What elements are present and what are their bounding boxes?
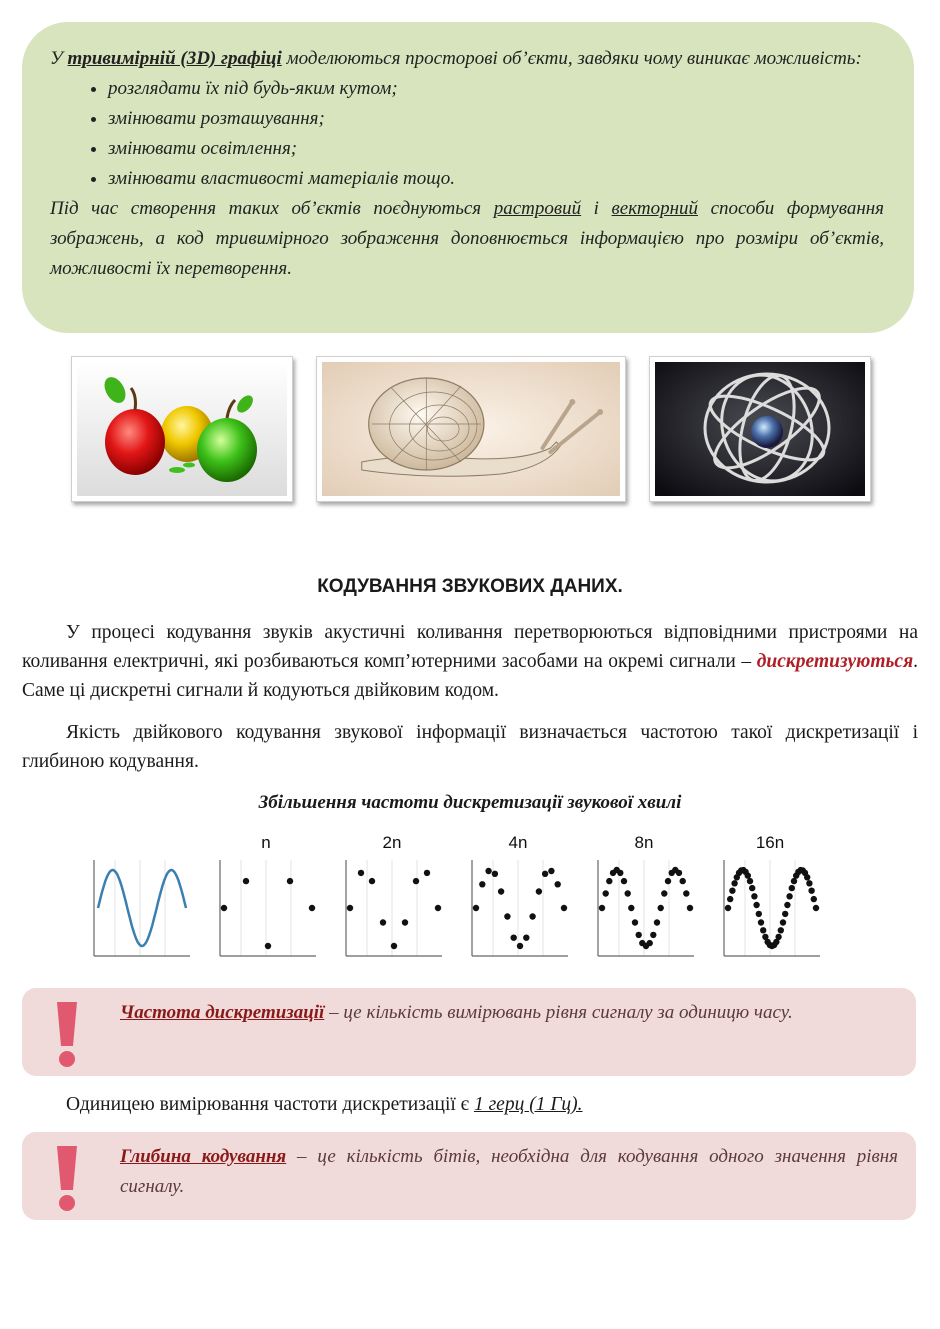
sample-point xyxy=(749,885,755,891)
sample-point xyxy=(665,878,671,884)
sample-point xyxy=(603,890,609,896)
sample-point xyxy=(221,905,227,911)
exclamation-icon xyxy=(52,998,82,1068)
list-item: • розглядати їх під будь-яким кутом; xyxy=(108,74,884,104)
sample-point xyxy=(806,880,812,886)
sampling-figure xyxy=(90,826,850,966)
sample-point xyxy=(380,919,386,925)
sample-point xyxy=(517,943,523,949)
sample-point xyxy=(791,878,797,884)
sample-point xyxy=(756,911,762,917)
info-box-3d xyxy=(22,22,914,333)
sample-point xyxy=(658,905,664,911)
sampling-panel xyxy=(472,833,568,956)
text-span: і xyxy=(581,198,612,219)
intro-paragraph xyxy=(50,44,884,74)
sound-wave-line xyxy=(98,870,186,946)
sample-point xyxy=(498,888,504,894)
definition-text xyxy=(120,1142,898,1202)
sample-point xyxy=(636,932,642,938)
sample-point xyxy=(523,935,529,941)
text-span: . Саме ці дискретні сигнали й кодуються двійковим кодом. xyxy=(22,651,918,701)
list-item: • змінювати розташування; xyxy=(108,104,884,134)
sample-point xyxy=(628,905,634,911)
sample-point xyxy=(492,871,498,877)
sample-point xyxy=(511,935,517,941)
text-span: способи формування зображень, а код тривимірного зображення доповнюється інформацією про розміри об’єктів, можливості їх перетворення. xyxy=(50,198,884,279)
sample-point xyxy=(309,905,315,911)
sample-point xyxy=(479,881,485,887)
sample-point xyxy=(555,881,561,887)
sample-point xyxy=(561,905,567,911)
text-span: – це кількість вимірювань рівня сигналу за одиницю часу. xyxy=(324,1002,793,1023)
sample-point xyxy=(786,893,792,899)
sampling-panel xyxy=(94,860,190,956)
term-3d-graphics: тривимірній (3D) графіці xyxy=(67,48,282,69)
possibilities-list xyxy=(50,74,884,194)
definition-text xyxy=(120,998,898,1028)
sample-point xyxy=(778,927,784,933)
sampling-rate-label: n xyxy=(261,833,271,852)
sample-point xyxy=(811,896,817,902)
sample-point xyxy=(265,943,271,949)
sample-point xyxy=(536,888,542,894)
definition-sampling-rate xyxy=(22,988,916,1076)
sample-point xyxy=(402,919,408,925)
sample-point xyxy=(780,919,786,925)
sample-point xyxy=(813,905,819,911)
sample-point xyxy=(687,905,693,911)
sample-point xyxy=(473,905,479,911)
list-item: • змінювати освітлення; xyxy=(108,134,884,164)
intro-end: моделюються просторові об’єкти, завдяки чому виникає можливість: xyxy=(281,48,862,69)
section-title: КОДУВАННЯ ЗВУКОВИХ ДАНИХ. xyxy=(317,576,623,597)
snail-wireframe-image xyxy=(316,356,626,502)
sample-point xyxy=(683,890,689,896)
sample-point xyxy=(725,905,731,911)
exclamation-icon xyxy=(52,1142,82,1212)
sample-point xyxy=(243,878,249,884)
sample-point xyxy=(391,943,397,949)
sample-point xyxy=(729,888,735,894)
sample-point xyxy=(413,878,419,884)
sample-point xyxy=(650,932,656,938)
sampling-panel xyxy=(220,833,316,956)
sample-point xyxy=(745,872,751,878)
sample-point xyxy=(529,913,535,919)
term-bit-depth: Глибина кодування xyxy=(120,1146,287,1167)
text-span: У процесі кодування звуків акустичні коливання перетворюються відповідними пристроями на коливання електричні, які розбиваються комп’ютерними засобами на окремі сигнали – xyxy=(22,622,918,672)
term-sampling-rate: Частота дискретизації xyxy=(120,1002,325,1023)
paragraph-quality: Якість двійкового кодування звукової інформації визначається частотою такої дискретизації і глибиною кодування. xyxy=(22,722,918,772)
sampling-panel xyxy=(346,833,442,956)
sampling-rate-label: 4n xyxy=(508,833,528,852)
sample-point xyxy=(347,905,353,911)
sample-point xyxy=(661,890,667,896)
text-span: – це кількість бітів, необхідна для кодування одного значення рівня сигналу. xyxy=(120,1146,899,1197)
sample-point xyxy=(435,905,441,911)
sample-point xyxy=(747,878,753,884)
sample-point xyxy=(782,911,788,917)
sample-point xyxy=(751,893,757,899)
term-discretize: дискретизуються xyxy=(756,651,914,672)
sample-point xyxy=(632,919,638,925)
text-span: Одиницею вимірювання частоти дискретизації є xyxy=(66,1094,474,1115)
paragraph-discretization xyxy=(22,618,918,705)
term-raster: растровий xyxy=(493,198,582,219)
sample-point xyxy=(753,902,759,908)
intro-start: У xyxy=(50,48,68,69)
unit-value: 1 герц (1 Гц). xyxy=(473,1094,583,1115)
sample-point xyxy=(784,902,790,908)
sample-point xyxy=(599,905,605,911)
term-vector: векторний xyxy=(611,198,698,219)
sample-point xyxy=(775,934,781,940)
sampling-rate-label: 16n xyxy=(755,833,785,852)
sample-point xyxy=(424,870,430,876)
sample-point xyxy=(808,888,814,894)
combination-paragraph xyxy=(50,194,884,284)
sample-point xyxy=(727,896,733,902)
figure-caption: Збільшення частоти дискретизації звукової хвилі xyxy=(258,792,682,813)
sample-point xyxy=(647,940,653,946)
sample-point xyxy=(617,870,623,876)
sample-point xyxy=(504,913,510,919)
sample-point xyxy=(358,870,364,876)
sample-point xyxy=(548,868,554,874)
sample-point xyxy=(804,874,810,880)
unit-line xyxy=(22,1090,583,1119)
sample-point xyxy=(621,878,627,884)
sample-point xyxy=(369,878,375,884)
sampling-panel xyxy=(724,833,820,956)
sample-point xyxy=(606,878,612,884)
sampling-panel xyxy=(598,833,694,956)
sample-point xyxy=(542,871,548,877)
apples-3d-image xyxy=(71,356,293,502)
sampling-rate-label: 8n xyxy=(634,833,654,852)
sample-point xyxy=(758,919,764,925)
list-item: • змінювати властивості матеріалів тощо. xyxy=(108,164,884,194)
sample-point xyxy=(485,868,491,874)
sample-point xyxy=(680,878,686,884)
sample-point xyxy=(731,880,737,886)
sample-point xyxy=(654,919,660,925)
text-span: Під час створення таких об’єктів поєднуються xyxy=(50,198,494,219)
sample-point xyxy=(287,878,293,884)
definition-bit-depth xyxy=(22,1132,916,1220)
sampling-rate-label: 2n xyxy=(382,833,402,852)
sample-point xyxy=(789,885,795,891)
sample-point xyxy=(760,927,766,933)
sphere-rings-image xyxy=(649,356,871,502)
sample-point xyxy=(676,870,682,876)
sample-point xyxy=(625,890,631,896)
